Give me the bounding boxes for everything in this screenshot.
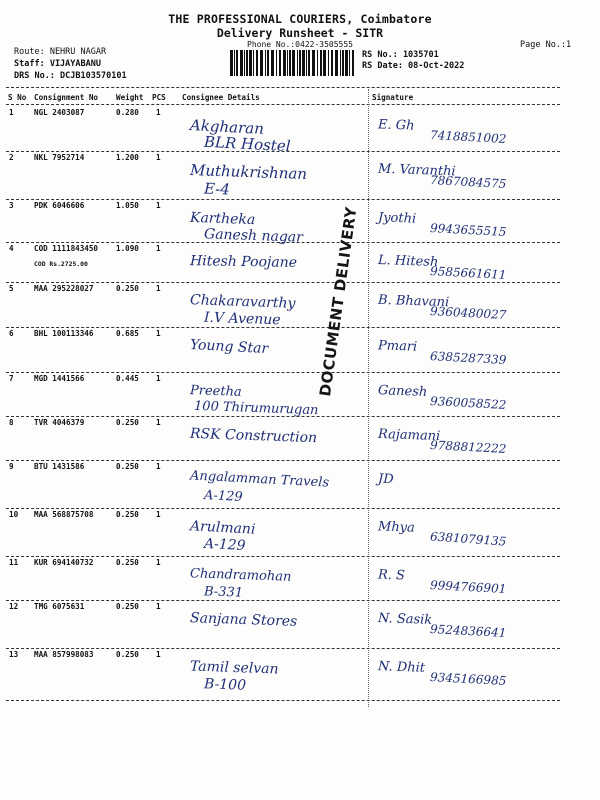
row-consignment-no: MAA 857998083	[34, 650, 94, 659]
company-name: THE PROFESSIONAL COURIERS, Coimbatore	[168, 12, 432, 26]
signature-handwriting: Jyothi	[377, 210, 417, 227]
row-consignment-no: TVR 4046379	[34, 418, 85, 427]
row-consignment-no: MAA 568875708	[34, 510, 94, 519]
barcode-bar	[244, 50, 245, 76]
consignee-handwriting: Preetha	[189, 383, 242, 400]
rs-date: RS Date: 08-Oct-2022	[362, 61, 465, 71]
barcode-bar	[246, 50, 248, 76]
signature-phone-number: 7867084575	[429, 173, 507, 191]
row-pcs: 1	[156, 374, 161, 383]
barcode-bar	[265, 50, 266, 76]
barcode-bar	[253, 50, 254, 76]
barcode-bar	[317, 50, 318, 76]
barcode-bar	[312, 50, 315, 76]
barcode-bar	[302, 50, 305, 76]
row-weight: 1.200	[116, 153, 139, 162]
staff-label: Staff: VIJAYABANU	[14, 59, 101, 69]
signature-phone-number: 9360480027	[429, 304, 507, 322]
document-title: Delivery Runsheet - SITR	[216, 26, 384, 40]
row-divider	[6, 282, 560, 283]
barcode-bar	[271, 50, 274, 76]
row-divider	[6, 556, 560, 557]
row-divider	[6, 508, 560, 509]
document-delivery-stamp: DOCUMENT DELIVERY	[316, 205, 361, 398]
consignee-handwriting: 100 Thirumurugan	[193, 398, 319, 419]
header-top-rule	[6, 87, 560, 88]
consignee-handwriting: Chandramohan	[189, 566, 292, 585]
barcode-bar	[234, 50, 235, 76]
consignee-handwriting: Sanjana Stores	[189, 610, 298, 630]
consignee-handwriting: Akgharan	[189, 116, 265, 138]
signature-column-divider	[368, 89, 369, 707]
row-divider	[6, 648, 560, 649]
row-pcs: 1	[156, 153, 161, 162]
row-weight: 0.280	[116, 108, 139, 117]
row-divider	[6, 151, 560, 152]
row-pcs: 1	[156, 329, 161, 338]
consignee-handwriting: Ganesh nagar	[203, 226, 304, 246]
barcode-bar	[256, 50, 258, 76]
row-divider	[6, 199, 560, 200]
barcode-bar	[289, 50, 291, 76]
barcode-bar	[287, 50, 288, 76]
row-pcs: 1	[156, 602, 161, 611]
signature-phone-number: 6381079135	[429, 529, 507, 549]
barcode-bar	[352, 50, 354, 76]
consignee-handwriting: Kartheka	[189, 209, 256, 229]
page-number: Page No.:1	[520, 40, 572, 50]
barcode-bar	[283, 50, 286, 76]
row-weight: 0.685	[116, 329, 139, 338]
row-sno: 10	[9, 510, 19, 519]
consignee-handwriting: Muthukrishnan	[189, 160, 308, 184]
row-divider	[6, 327, 560, 328]
row-weight: 0.250	[116, 462, 139, 471]
row-sno: 5	[9, 284, 14, 293]
barcode-bar	[345, 50, 348, 76]
row-cod-amount: COD Rs.2725.00	[34, 260, 88, 268]
row-sno: 11	[9, 558, 19, 567]
barcode-bar	[260, 50, 263, 76]
consignee-handwriting: E-4	[203, 179, 231, 199]
barcode-bar	[320, 50, 322, 76]
row-divider	[6, 372, 560, 373]
route-label: Route: NEHRU NAGAR	[14, 47, 107, 57]
barcode-bar	[349, 50, 350, 76]
barcode-bar	[331, 50, 333, 76]
consignee-handwriting: Arulmani	[189, 518, 256, 538]
row-pcs: 1	[156, 108, 161, 117]
row-divider	[6, 242, 560, 243]
row-consignment-no: BHL 100113346	[34, 329, 94, 338]
row-weight: 0.250	[116, 558, 139, 567]
header-bottom-rule	[6, 104, 560, 105]
row-pcs: 1	[156, 201, 161, 210]
row-consignment-no: MAA 295228027	[34, 284, 94, 293]
row-consignment-no: NGL 2403087	[34, 108, 85, 117]
barcode-bar	[276, 50, 277, 76]
row-sno: 6	[9, 329, 14, 338]
row-weight: 1.050	[116, 201, 139, 210]
barcode-bar	[236, 50, 238, 76]
signature-phone-number: 9524836641	[429, 622, 507, 640]
col-header-sno: S No	[8, 93, 27, 102]
barcode-bar	[240, 50, 243, 76]
row-divider	[6, 460, 560, 461]
consignee-handwriting: Chakaravarthy	[189, 292, 296, 312]
row-sno: 12	[9, 602, 19, 611]
row-sno: 3	[9, 201, 14, 210]
row-weight: 0.445	[116, 374, 139, 383]
consignee-handwriting: Young Star	[189, 336, 269, 358]
col-header-signature: Signature	[372, 93, 414, 102]
row-pcs: 1	[156, 284, 161, 293]
signature-handwriting: L. Hitesh	[377, 252, 439, 271]
row-weight: 0.250	[116, 602, 139, 611]
row-sno: 7	[9, 374, 14, 383]
consignee-handwriting: Angalamman Travels	[189, 468, 330, 491]
barcode-bar	[297, 50, 298, 76]
row-sno: 8	[9, 418, 14, 427]
row-pcs: 1	[156, 510, 161, 519]
signature-handwriting: R. S	[377, 567, 406, 584]
rs-number: RS No.: 1035701	[362, 50, 439, 60]
signature-handwriting: JD	[377, 471, 394, 488]
row-pcs: 1	[156, 558, 161, 567]
signature-phone-number: 9994766901	[429, 578, 507, 596]
consignee-handwriting: B-100	[203, 676, 247, 694]
barcode-bar	[308, 50, 310, 76]
row-weight: 0.250	[116, 650, 139, 659]
consignee-handwriting: A-129	[203, 488, 243, 505]
consignee-handwriting: A-129	[203, 535, 246, 555]
row-consignment-no: KUR 694140732	[34, 558, 94, 567]
phone-number: Phone No.:0422-3505555	[247, 40, 353, 49]
consignee-handwriting: RSK Construction	[189, 425, 318, 447]
row-pcs: 1	[156, 650, 161, 659]
consignee-handwriting: Tamil selvan	[189, 658, 279, 678]
barcode-bar	[306, 50, 307, 76]
row-sno: 2	[9, 153, 14, 162]
barcode-bar	[323, 50, 326, 76]
row-consignment-no: NKL 7952714	[34, 153, 85, 162]
row-weight: 1.090	[116, 244, 139, 253]
row-weight: 0.250	[116, 418, 139, 427]
row-divider	[6, 700, 560, 701]
consignee-handwriting: I.V Avenue	[203, 309, 281, 329]
row-consignment-no: PDK 6046606	[34, 201, 85, 210]
row-weight: 0.250	[116, 284, 139, 293]
barcode-bar	[328, 50, 329, 76]
signature-handwriting: Mhya	[377, 519, 416, 536]
signature-phone-number: 9943655515	[429, 221, 507, 239]
signature-handwriting: M. Varanthi	[377, 161, 456, 180]
signature-phone-number: 9360058522	[429, 394, 507, 412]
row-pcs: 1	[156, 462, 161, 471]
barcode-bar	[249, 50, 252, 76]
row-consignment-no: MGD 1441566	[34, 374, 85, 383]
signature-handwriting: Ganesh	[377, 383, 428, 400]
row-weight: 0.250	[116, 510, 139, 519]
barcode-bar	[230, 50, 233, 76]
consignee-handwriting: B-331	[203, 584, 244, 601]
signature-handwriting: Rajamani	[377, 426, 441, 445]
col-header-pcs: PCS	[152, 93, 166, 102]
barcode-bar	[267, 50, 269, 76]
signature-handwriting: B. Bhavani	[377, 292, 450, 311]
row-pcs: 1	[156, 418, 161, 427]
signature-handwriting: Pmari	[377, 338, 418, 355]
signature-phone-number: 7418851002	[429, 128, 507, 146]
signature-phone-number: 9345166985	[429, 670, 507, 688]
row-consignment-no: BTU 1431586	[34, 462, 85, 471]
drs-number: DRS No.: DCJB103570101	[14, 71, 127, 81]
barcode-bar	[299, 50, 301, 76]
consignee-handwriting: Hitesh Poojane	[189, 253, 298, 271]
col-header-consignee: Consignee Details	[182, 93, 260, 102]
barcode-bar	[342, 50, 344, 76]
signature-handwriting: E. Gh	[377, 117, 415, 134]
signature-phone-number: 6385287339	[429, 349, 507, 367]
row-pcs: 1	[156, 244, 161, 253]
col-header-weight: Weight	[116, 93, 144, 102]
row-sno: 9	[9, 462, 14, 471]
row-sno: 4	[9, 244, 14, 253]
row-divider	[6, 600, 560, 601]
signature-handwriting: N. Dhit	[377, 659, 426, 676]
signature-phone-number: 9585661611	[429, 264, 507, 282]
row-sno: 1	[9, 108, 14, 117]
row-consignment-no: TMG 6075631	[34, 602, 85, 611]
row-divider	[6, 416, 560, 417]
barcode-bar	[340, 50, 341, 76]
consignee-handwriting: BLR Hostel	[203, 132, 291, 156]
row-sno: 13	[9, 650, 19, 659]
barcode-bar	[292, 50, 295, 76]
row-consignment-no: COD 1111843450	[34, 244, 99, 253]
signature-handwriting: N. Sasik	[377, 611, 433, 628]
barcode-bar	[335, 50, 338, 76]
barcode-image	[230, 50, 356, 76]
barcode-bar	[279, 50, 281, 76]
signature-phone-number: 9788812222	[429, 438, 507, 456]
col-header-consignment: Consignment No	[34, 93, 99, 102]
